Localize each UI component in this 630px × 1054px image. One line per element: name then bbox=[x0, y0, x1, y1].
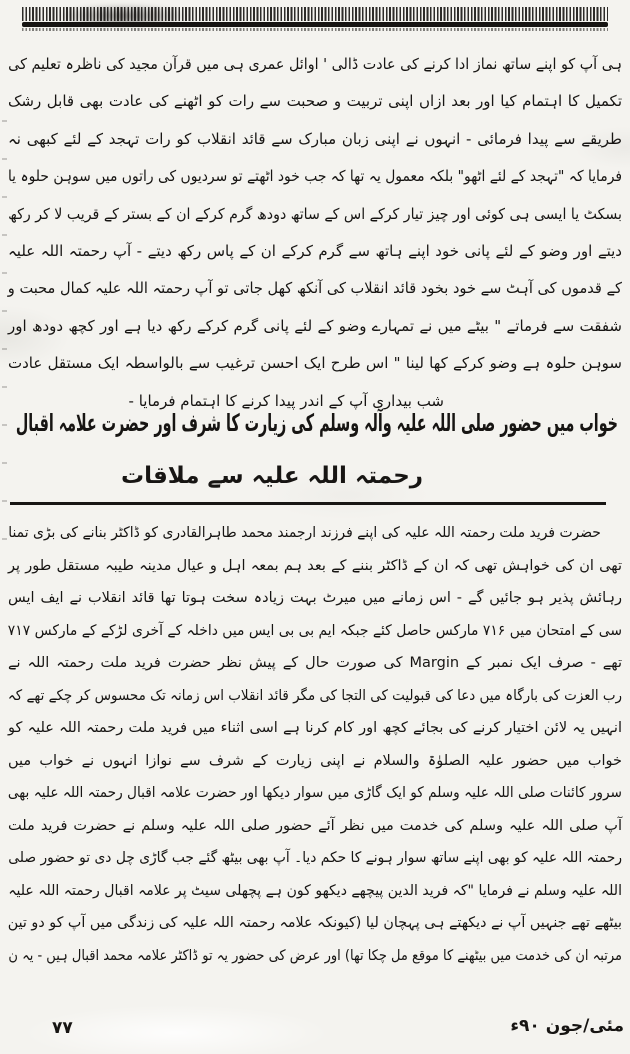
text-line: تھی ان کی خواہش تھی کہ ان کے ڈاکٹر بننے کے بعد ہم بمعہ اہل و عیال مدینہ طیبہ مستقل طور پر bbox=[8, 557, 622, 574]
section-heading-line-2: رحمتہ اللہ علیہ سے ملاقات bbox=[120, 463, 424, 489]
text-line: اللہ علیہ وسلم نے فرمایا "کہ فرید الدین پیچھے دیکھو کون ہے پچھلی سیٹ پر علامہ اقبال رحمتہ اللہ علیہ bbox=[8, 882, 623, 899]
decorative-top-border bbox=[22, 7, 608, 31]
section-heading bbox=[8, 394, 622, 500]
text-line: خواب میں حضور علیہ الصلوٰۃ والسلام نے اپنی زیارت کے شرف سے نوازا انہوں نے خواب میں bbox=[8, 752, 622, 769]
text-line: بسکٹ یا ایسی ہی کوئی اور چیز تیار کرکے اس کے ساتھ دودھ گرم کرکے ان کے بستر کے قریب لا کر رکھ bbox=[8, 204, 623, 223]
text-line: حضرت فرید ملت رحمتہ اللہ علیہ کی اپنے فرزند ارجمند محمد طاہرالقادری کو ڈاکٹر بنانے کی بڑی تمنا bbox=[8, 525, 601, 541]
text-line: انہیں یہ لائن اختیار کرنے کی بجائے کچھ اور کام کرنا ہے اسی اثناء میں فرید ملت رحمتہ اللہ علیہ کو bbox=[8, 720, 622, 736]
text-line: رب العزت کی بارگاہ میں دعا کی قبولیت کی التجا کی مگر قائد انقلاب اس زمانہ تک محسوس کر چکے تھے کہ bbox=[7, 687, 623, 704]
text-line: تکمیل کا اہتمام کیا اور بعد ازاں اپنی تربیت و صحبت سے رات کو اٹھنے کی عادت بھی قابل رشک bbox=[8, 92, 622, 111]
issue-date: مئی/جون ۹۰ء bbox=[510, 1016, 624, 1036]
text-line: مرتبہ ان کی خدمت میں بیٹھنے کا موقع مل چکا تھا) اور عرض کی حضور یہ تو ڈاکٹر علامہ محمد اقبال ہیں - یہ ن bbox=[8, 947, 623, 964]
text-line: شفقت سے فرماتے " بیٹے میں نے تمہارے وضو کے لئے پانی گرم کرکے رکھ دیا ہے اور کچھ دودھ اور bbox=[8, 316, 622, 335]
text-line: فرمایا کہ "تہجد کے لئے اٹھو" بلکہ معمول یہ تھا کہ جب خود اٹھتے تو سردیوں کی راتوں میں سوہن حلوہ یا bbox=[7, 167, 622, 186]
ink-smudge bbox=[58, 4, 188, 28]
text-line: بیٹھے تھے جنہیں آپ نے دیکھتے ہی پہچان لیا (کیونکہ علامہ رحمتہ اللہ علیہ کی زندگی میں آپ کو دو تین bbox=[7, 915, 623, 931]
text-line: رہائش پذیر ہو جائیں گے - اس زمانے میں میرٹ بہت زیادہ سخت ہوتا تھا قائد انقلاب نے ایف ایس bbox=[8, 590, 622, 606]
body-paragraph-1 bbox=[8, 46, 622, 420]
text-line: ہی آپ کو اپنے ساتھ نماز ادا کرنے کی عادت ڈالی ' اوائل عمری ہی میں قرآن مجید کی ناظرہ تعلیم کی bbox=[8, 55, 622, 73]
page-number: ۷۷ bbox=[52, 1018, 73, 1038]
text-line: دیتے اور وضو کے لئے پانی خود اپنے ہاتھ سے گرم کرکے ان کے پاس رکھ دیتے - آپ رحمتہ اللہ علیہ bbox=[8, 241, 622, 260]
text-line: تھے - صرف ایک نمبر کے Margin کی صورت حال کے پیش نظر حضرت فرید ملت رحمتہ اللہ نے bbox=[8, 655, 622, 671]
text-line: سرور کائنات صلی اللہ علیہ وسلم کو ایک گاڑی میں سوار دیکھا اور حضرت علامہ اقبال رحمتہ اللہ علیہ بھی bbox=[7, 785, 623, 801]
text-line: سی کے امتحان میں ۷۱۶ مارکس حاصل کئے جبکہ ایم بی بی ایس میں داخلہ کے آخری لڑکے کے مارکس ۷۱۷ bbox=[7, 622, 622, 639]
section-heading-line-1: خواب میں حضور صلی اللہ علیہ وآلہ وسلم کی زیارت کا شرف اور حضرت علامہ اقبال bbox=[15, 409, 619, 437]
text-line: آپ صلی اللہ علیہ وسلم کی خدمت میں نظر آئے حضور صلی اللہ علیہ وسلم نے حضرت فرید ملت bbox=[8, 817, 622, 834]
text-line: طریقے سے پیدا فرمائی - انہوں نے اپنی زبان مبارک سے قائد انقلاب کو رات تہجد کے لئے کبھی نہ bbox=[8, 129, 622, 148]
body-paragraph-2 bbox=[8, 517, 622, 972]
text-line: رحمتہ اللہ علیہ کو بھی اپنے ساتھ سوار ہونے کا حکم دیا۔ آپ بھی بیٹھ گئے جب گاڑی چل دی تو حضور صلی bbox=[8, 850, 623, 866]
text-line: کے قدموں کی آہٹ سے خود بخود قائد انقلاب کی آنکھ کھل جاتی تو آپ رحمتہ اللہ علیہ کمال محبت و bbox=[7, 279, 622, 298]
text-line: سوہن حلوہ ہے وضو کرکے کھا لینا " اس طرح ایک احسن ترغیب سے بالواسطہ ایک مستقل عادت bbox=[8, 354, 622, 373]
heading-divider-rule bbox=[10, 502, 606, 505]
page-footer bbox=[0, 1014, 630, 1054]
paragraph-last-line: شب بیداری آپ کے اندر پیدا کرنے کا اہتمام فرمایا - bbox=[128, 391, 444, 410]
scan-edge-speckles bbox=[2, 120, 7, 540]
